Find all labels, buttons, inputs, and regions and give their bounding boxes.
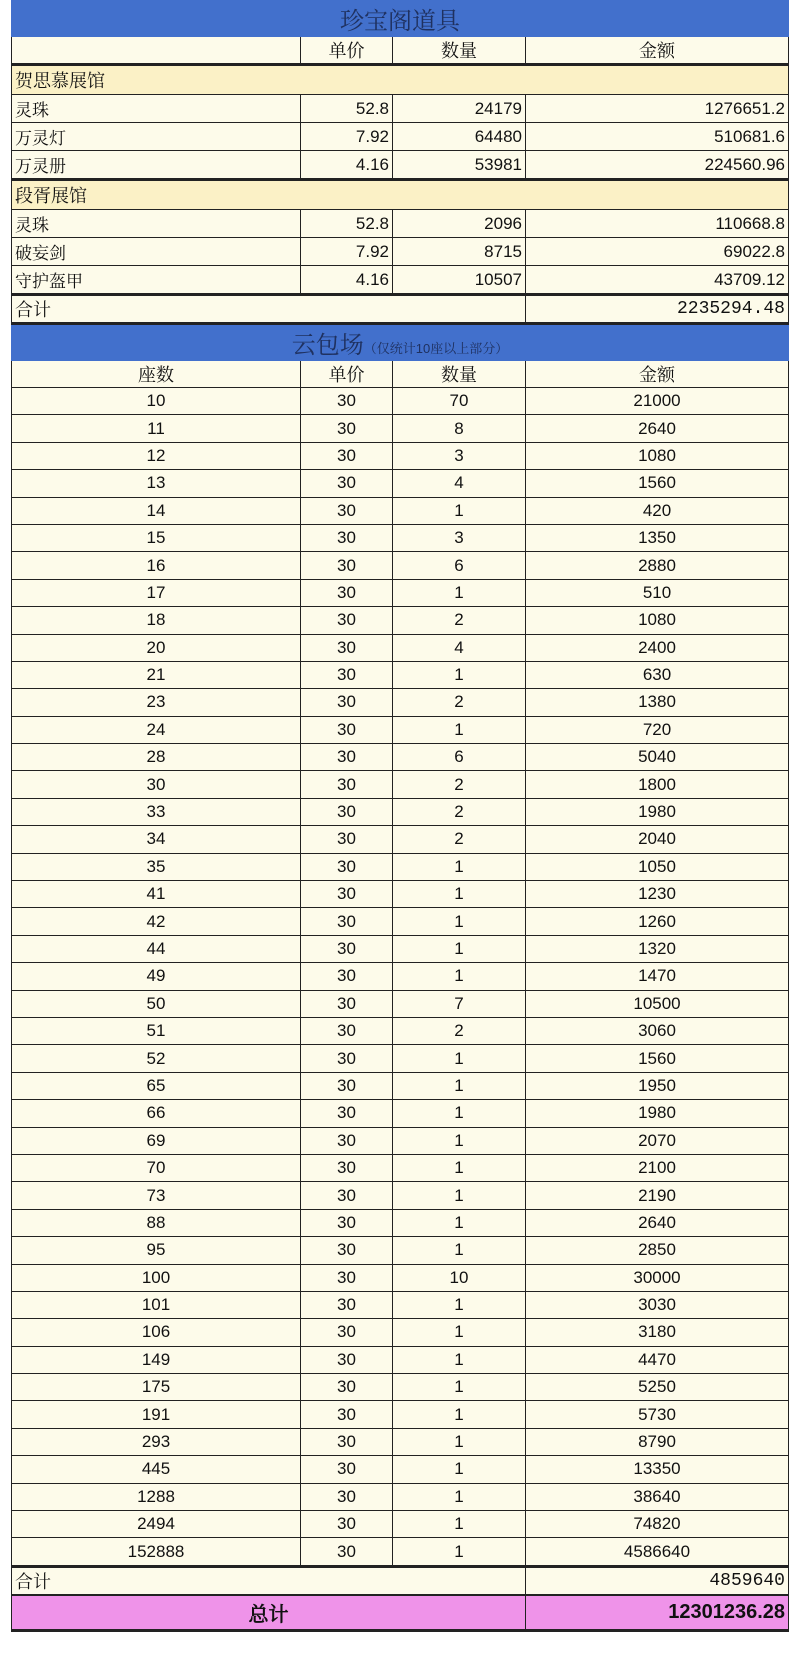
cell-price: 30 [301, 716, 393, 743]
grand-total-label: 总计 [12, 1595, 526, 1631]
table-row [12, 1511, 789, 1538]
cell-seats: 191 [12, 1401, 301, 1428]
item-name: 灵珠 [12, 95, 301, 123]
cell-seats: 30 [12, 771, 301, 798]
cell-amount: 1950 [526, 1072, 789, 1099]
cell-price: 30 [301, 853, 393, 880]
table-row [12, 579, 789, 606]
cell-qty: 1 [393, 1346, 526, 1373]
cell-seats: 44 [12, 935, 301, 962]
cell-seats: 18 [12, 607, 301, 634]
section-name: 贺思慕展馆 [12, 65, 789, 95]
cell-price: 30 [301, 744, 393, 771]
table-row [12, 1374, 789, 1401]
cell-amount: 3030 [526, 1291, 789, 1318]
cell-qty: 1 [393, 908, 526, 935]
cell-amount: 1800 [526, 771, 789, 798]
cell-price: 30 [301, 1100, 393, 1127]
cell-seats: 17 [12, 579, 301, 606]
cell-qty: 1 [393, 497, 526, 524]
cell-seats: 12 [12, 442, 301, 469]
cell-seats: 42 [12, 908, 301, 935]
cell-amount: 2070 [526, 1127, 789, 1154]
cell-price: 30 [301, 689, 393, 716]
cell-price: 30 [301, 524, 393, 551]
cell-qty: 2 [393, 607, 526, 634]
cell-amount: 1980 [526, 1100, 789, 1127]
table-row [12, 744, 789, 771]
cell-amount: 21000 [526, 388, 789, 415]
cell-qty: 1 [393, 1511, 526, 1538]
item-price: 7.92 [301, 123, 393, 151]
cell-qty: 7 [393, 990, 526, 1017]
item-amount: 110668.8 [526, 210, 789, 238]
table-row [12, 1127, 789, 1154]
cell-seats: 11 [12, 415, 301, 442]
cell-seats: 28 [12, 744, 301, 771]
table-row [12, 1483, 789, 1510]
item-amount: 510681.6 [526, 123, 789, 151]
item-price: 52.8 [301, 95, 393, 123]
cloud-header-row [12, 361, 789, 388]
cell-price: 30 [301, 990, 393, 1017]
cell-seats: 88 [12, 1209, 301, 1236]
table-row [12, 415, 789, 442]
cell-amount: 1980 [526, 798, 789, 825]
cell-qty: 3 [393, 442, 526, 469]
cell-amount: 30000 [526, 1264, 789, 1291]
cell-seats: 1288 [12, 1483, 301, 1510]
cell-price: 30 [301, 415, 393, 442]
subtotal-label: 合计 [12, 295, 526, 324]
item-amount: 69022.8 [526, 238, 789, 266]
cell-amount: 2400 [526, 634, 789, 661]
cell-qty: 1 [393, 1401, 526, 1428]
cell-seats: 293 [12, 1428, 301, 1455]
cell-price: 30 [301, 1401, 393, 1428]
cell-seats: 10 [12, 388, 301, 415]
cell-qty: 4 [393, 634, 526, 661]
cell-price: 30 [301, 826, 393, 853]
cell-qty: 1 [393, 1127, 526, 1154]
cell-amount: 2850 [526, 1237, 789, 1264]
item-row [12, 95, 789, 123]
cell-qty: 8 [393, 415, 526, 442]
cell-amount: 5250 [526, 1374, 789, 1401]
cell-price: 30 [301, 1291, 393, 1318]
cell-qty: 1 [393, 1072, 526, 1099]
cell-qty: 1 [393, 716, 526, 743]
table-row [12, 497, 789, 524]
cell-seats: 50 [12, 990, 301, 1017]
cell-seats: 16 [12, 552, 301, 579]
cell-amount: 4470 [526, 1346, 789, 1373]
cell-price: 30 [301, 1538, 393, 1566]
item-amount: 1276651.2 [526, 95, 789, 123]
header-seats: 座数 [12, 361, 301, 388]
cell-seats: 175 [12, 1374, 301, 1401]
cell-seats: 33 [12, 798, 301, 825]
header-blank [12, 37, 301, 65]
cloud-subtotal-row [12, 1566, 789, 1595]
cell-price: 30 [301, 470, 393, 497]
item-amount: 224560.96 [526, 151, 789, 180]
cell-amount: 1080 [526, 607, 789, 634]
item-row [12, 123, 789, 151]
table-row [12, 935, 789, 962]
cell-seats: 152888 [12, 1538, 301, 1566]
cell-price: 30 [301, 1154, 393, 1181]
item-qty: 64480 [393, 123, 526, 151]
item-row [12, 238, 789, 266]
cell-qty: 1 [393, 1319, 526, 1346]
item-qty: 53981 [393, 151, 526, 180]
cell-seats: 21 [12, 661, 301, 688]
item-price: 7.92 [301, 238, 393, 266]
cell-qty: 1 [393, 579, 526, 606]
cloud-title-row [12, 324, 789, 361]
cell-seats: 14 [12, 497, 301, 524]
table-row [12, 689, 789, 716]
cell-amount: 2880 [526, 552, 789, 579]
table-row [12, 1182, 789, 1209]
cell-qty: 1 [393, 1100, 526, 1127]
cell-price: 30 [301, 1483, 393, 1510]
section-row [12, 65, 789, 95]
cell-qty: 2 [393, 689, 526, 716]
cell-qty: 1 [393, 853, 526, 880]
cell-qty: 1 [393, 1182, 526, 1209]
cell-seats: 23 [12, 689, 301, 716]
table-row [12, 1456, 789, 1483]
cell-seats: 13 [12, 470, 301, 497]
table-row [12, 881, 789, 908]
cell-price: 30 [301, 1209, 393, 1236]
cell-amount: 5730 [526, 1401, 789, 1428]
cell-qty: 1 [393, 1538, 526, 1566]
cell-amount: 8790 [526, 1428, 789, 1455]
item-name: 万灵册 [12, 151, 301, 180]
props-title-row [12, 1, 789, 37]
cell-qty: 4 [393, 470, 526, 497]
cell-seats: 52 [12, 1045, 301, 1072]
cell-amount: 38640 [526, 1483, 789, 1510]
table-row [12, 388, 789, 415]
cell-qty: 6 [393, 552, 526, 579]
cell-price: 30 [301, 1264, 393, 1291]
revenue-table [11, 0, 789, 1632]
cell-qty: 1 [393, 935, 526, 962]
cell-qty: 3 [393, 524, 526, 551]
cell-qty: 1 [393, 1237, 526, 1264]
cell-price: 30 [301, 963, 393, 990]
cell-amount: 1560 [526, 470, 789, 497]
cell-amount: 2640 [526, 415, 789, 442]
cell-amount: 1380 [526, 689, 789, 716]
cell-seats: 65 [12, 1072, 301, 1099]
cell-amount: 3060 [526, 1017, 789, 1044]
item-row [12, 210, 789, 238]
cell-seats: 41 [12, 881, 301, 908]
cell-price: 30 [301, 771, 393, 798]
table-row [12, 716, 789, 743]
cell-qty: 1 [393, 1291, 526, 1318]
cell-price: 30 [301, 1511, 393, 1538]
cell-price: 30 [301, 634, 393, 661]
table-row [12, 524, 789, 551]
item-qty: 2096 [393, 210, 526, 238]
table-row [12, 908, 789, 935]
item-qty: 10507 [393, 266, 526, 295]
table-row [12, 1237, 789, 1264]
cell-seats: 35 [12, 853, 301, 880]
cell-seats: 49 [12, 963, 301, 990]
cell-price: 30 [301, 1045, 393, 1072]
table-row [12, 442, 789, 469]
table-row [12, 771, 789, 798]
cell-qty: 1 [393, 881, 526, 908]
item-price: 4.16 [301, 266, 393, 295]
cell-seats: 101 [12, 1291, 301, 1318]
cell-qty: 1 [393, 1045, 526, 1072]
table-row [12, 661, 789, 688]
cell-price: 30 [301, 1319, 393, 1346]
table-row [12, 1291, 789, 1318]
cell-price: 30 [301, 388, 393, 415]
subtotal-label: 合计 [12, 1566, 526, 1595]
cell-amount: 1050 [526, 853, 789, 880]
item-row [12, 266, 789, 295]
item-qty: 24179 [393, 95, 526, 123]
cell-seats: 95 [12, 1237, 301, 1264]
cell-price: 30 [301, 1237, 393, 1264]
subtotal-value: 4859640 [526, 1566, 789, 1595]
cell-price: 30 [301, 908, 393, 935]
cell-seats: 106 [12, 1319, 301, 1346]
cell-seats: 73 [12, 1182, 301, 1209]
section-row [12, 180, 789, 210]
cell-amount: 1260 [526, 908, 789, 935]
cell-price: 30 [301, 935, 393, 962]
cell-price: 30 [301, 881, 393, 908]
table-row [12, 1209, 789, 1236]
subtotal-value: 2235294.48 [526, 295, 789, 324]
cell-seats: 100 [12, 1264, 301, 1291]
cell-seats: 445 [12, 1456, 301, 1483]
grand-total-row [12, 1595, 789, 1631]
header-price: 单价 [301, 37, 393, 65]
cell-qty: 1 [393, 1154, 526, 1181]
cell-amount: 13350 [526, 1456, 789, 1483]
cell-price: 30 [301, 798, 393, 825]
item-amount: 43709.12 [526, 266, 789, 295]
table-row [12, 1072, 789, 1099]
cell-price: 30 [301, 1127, 393, 1154]
cell-price: 30 [301, 1182, 393, 1209]
cell-qty: 1 [393, 661, 526, 688]
cell-amount: 10500 [526, 990, 789, 1017]
cell-seats: 20 [12, 634, 301, 661]
cell-price: 30 [301, 497, 393, 524]
cell-amount: 1320 [526, 935, 789, 962]
cloud-title-text: 云包场 [291, 332, 364, 359]
cell-amount: 630 [526, 661, 789, 688]
props-title: 珍宝阁道具 [12, 1, 789, 37]
cell-price: 30 [301, 579, 393, 606]
cell-amount: 3180 [526, 1319, 789, 1346]
spreadsheet [11, 0, 788, 1632]
cell-seats: 70 [12, 1154, 301, 1181]
cell-amount: 510 [526, 579, 789, 606]
table-row [12, 826, 789, 853]
cell-qty: 2 [393, 798, 526, 825]
cell-seats: 15 [12, 524, 301, 551]
cell-qty: 1 [393, 1209, 526, 1236]
table-row [12, 634, 789, 661]
cell-qty: 2 [393, 1017, 526, 1044]
item-qty: 8715 [393, 238, 526, 266]
header-qty: 数量 [393, 361, 526, 388]
item-name: 灵珠 [12, 210, 301, 238]
cell-seats: 2494 [12, 1511, 301, 1538]
item-price: 52.8 [301, 210, 393, 238]
grand-total-value: 12301236.28 [526, 1595, 789, 1631]
cell-amount: 1470 [526, 963, 789, 990]
table-row [12, 1401, 789, 1428]
cell-amount: 720 [526, 716, 789, 743]
cell-amount: 1560 [526, 1045, 789, 1072]
cell-amount: 4586640 [526, 1538, 789, 1566]
cell-amount: 1080 [526, 442, 789, 469]
cell-seats: 34 [12, 826, 301, 853]
section-name: 段胥展馆 [12, 180, 789, 210]
cell-amount: 1230 [526, 881, 789, 908]
table-row [12, 963, 789, 990]
cell-price: 30 [301, 442, 393, 469]
table-row [12, 607, 789, 634]
cloud-title [12, 324, 789, 361]
item-name: 守护盔甲 [12, 266, 301, 295]
table-row [12, 1264, 789, 1291]
cell-seats: 24 [12, 716, 301, 743]
table-row [12, 1538, 789, 1566]
cell-qty: 1 [393, 1483, 526, 1510]
cell-price: 30 [301, 1017, 393, 1044]
cell-price: 30 [301, 552, 393, 579]
cell-amount: 74820 [526, 1511, 789, 1538]
item-name: 万灵灯 [12, 123, 301, 151]
table-row [12, 552, 789, 579]
cell-qty: 2 [393, 771, 526, 798]
cell-price: 30 [301, 1072, 393, 1099]
table-row [12, 1346, 789, 1373]
cell-seats: 66 [12, 1100, 301, 1127]
table-row [12, 470, 789, 497]
cell-qty: 1 [393, 1428, 526, 1455]
cell-seats: 51 [12, 1017, 301, 1044]
table-row [12, 1045, 789, 1072]
cell-amount: 2190 [526, 1182, 789, 1209]
props-subtotal-row [12, 295, 789, 324]
table-row [12, 853, 789, 880]
cell-qty: 1 [393, 963, 526, 990]
header-amount: 金额 [526, 37, 789, 65]
cell-price: 30 [301, 1428, 393, 1455]
header-price: 单价 [301, 361, 393, 388]
cell-qty: 1 [393, 1456, 526, 1483]
cell-amount: 420 [526, 497, 789, 524]
cell-price: 30 [301, 661, 393, 688]
table-row [12, 990, 789, 1017]
cell-qty: 2 [393, 826, 526, 853]
table-row [12, 1017, 789, 1044]
props-header-row [12, 37, 789, 65]
header-amount: 金额 [526, 361, 789, 388]
cell-price: 30 [301, 607, 393, 634]
cell-seats: 149 [12, 1346, 301, 1373]
table-row [12, 1319, 789, 1346]
cell-amount: 1350 [526, 524, 789, 551]
cell-amount: 2640 [526, 1209, 789, 1236]
cell-price: 30 [301, 1346, 393, 1373]
table-row [12, 1100, 789, 1127]
item-row [12, 151, 789, 180]
cell-seats: 69 [12, 1127, 301, 1154]
cell-amount: 2040 [526, 826, 789, 853]
table-row [12, 1428, 789, 1455]
cell-qty: 6 [393, 744, 526, 771]
cell-amount: 5040 [526, 744, 789, 771]
item-name: 破妄剑 [12, 238, 301, 266]
cloud-subtitle: （仅统计10座以上部分） [363, 341, 509, 356]
cell-qty: 70 [393, 388, 526, 415]
item-price: 4.16 [301, 151, 393, 180]
table-row [12, 1154, 789, 1181]
table-row [12, 798, 789, 825]
cell-qty: 10 [393, 1264, 526, 1291]
header-qty: 数量 [393, 37, 526, 65]
cell-price: 30 [301, 1456, 393, 1483]
cell-amount: 2100 [526, 1154, 789, 1181]
cell-qty: 1 [393, 1374, 526, 1401]
cell-price: 30 [301, 1374, 393, 1401]
